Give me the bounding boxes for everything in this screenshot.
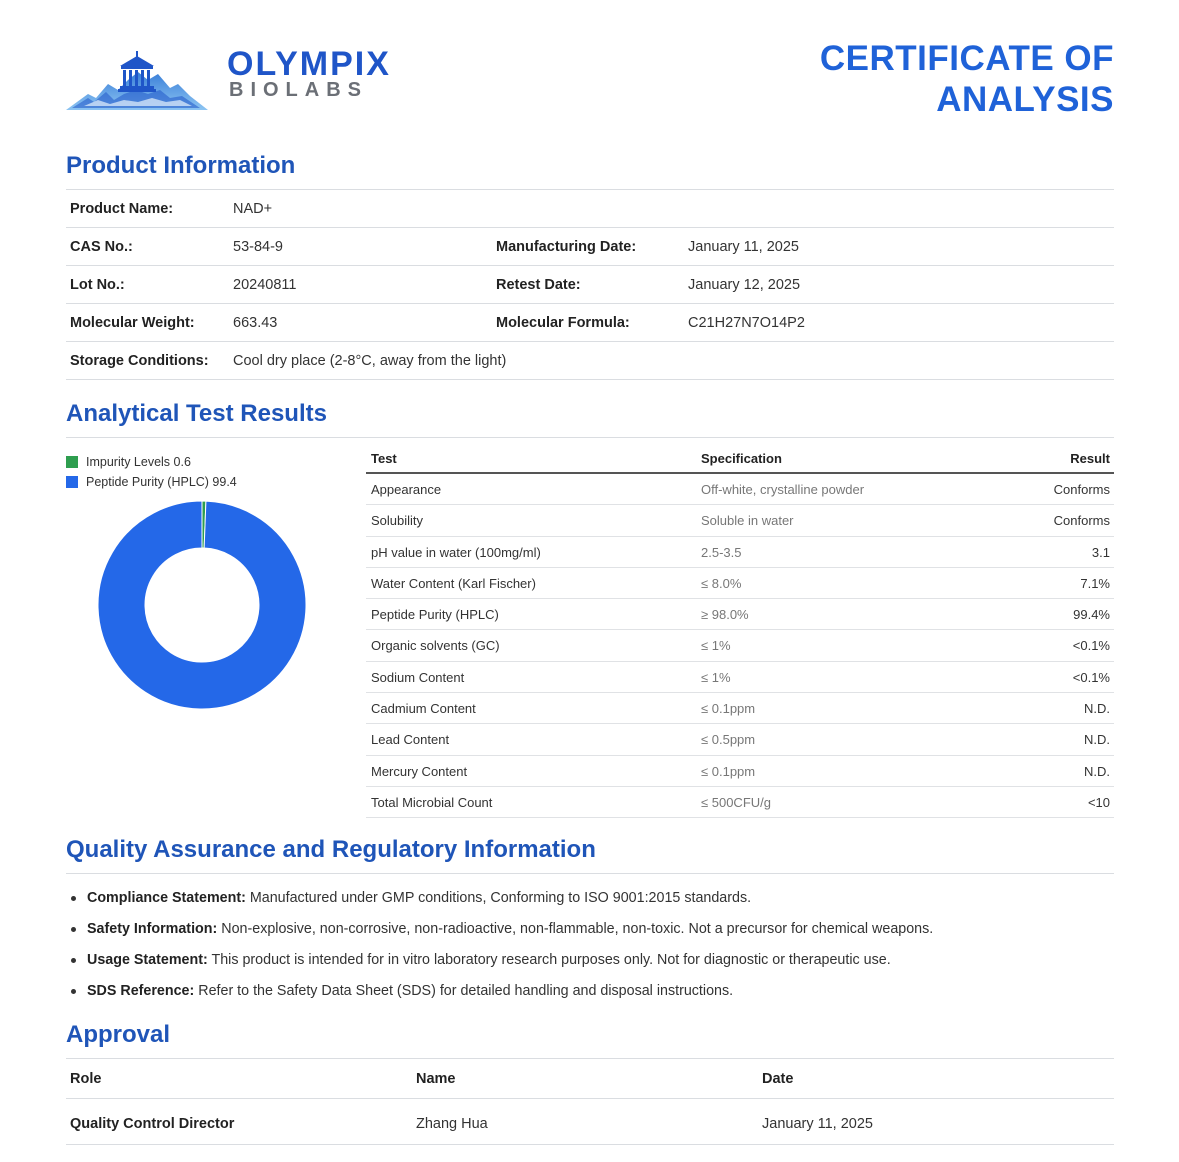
- info-row-cas: [66, 228, 1114, 266]
- qa-item-label: Usage Statement:: [87, 952, 208, 968]
- molecular-weight-label: Molecular Weight:: [70, 315, 195, 331]
- test-result: <0.1%: [1072, 638, 1110, 654]
- column-header-role: Role: [70, 1071, 102, 1087]
- qa-item-safety: [66, 914, 1114, 945]
- section-divider: [66, 437, 1114, 438]
- legend-item: [66, 452, 237, 472]
- qa-item-label: Compliance Statement:: [87, 890, 246, 906]
- test-table-row: [366, 599, 1114, 630]
- test-result: 7.1%: [1080, 575, 1110, 591]
- test-specification: ≥ 98.0%: [701, 607, 749, 623]
- certificate-page: [66, 0, 1114, 1162]
- test-name: pH value in water (100mg/ml): [371, 544, 541, 560]
- column-header-test: Test: [371, 451, 397, 466]
- product-name-label: Product Name:: [70, 201, 174, 217]
- info-row-molecular-weight: [66, 304, 1114, 342]
- test-specification: ≤ 500CFU/g: [701, 794, 771, 810]
- document-title: [820, 38, 1114, 120]
- bullet-icon: [71, 927, 76, 932]
- test-specification: ≤ 1%: [701, 669, 731, 685]
- approval-table-header: [66, 1059, 1114, 1099]
- test-table-row: [366, 630, 1114, 661]
- chart-legend: [66, 452, 237, 492]
- test-name: Total Microbial Count: [371, 794, 493, 810]
- test-result: <10: [1087, 794, 1110, 810]
- mountain-temple-logo-icon: [66, 50, 208, 112]
- legend-item: [66, 472, 237, 492]
- test-name: Peptide Purity (HPLC): [371, 607, 499, 623]
- donut-slice-purity: [98, 501, 306, 709]
- test-specification: ≤ 0.5ppm: [701, 732, 756, 748]
- qa-item-usage: [66, 945, 1114, 976]
- manufacturing-date-label: Manufacturing Date:: [496, 239, 637, 255]
- test-table-row: [366, 724, 1114, 755]
- test-name: Sodium Content: [371, 669, 465, 685]
- approval-date: January 11, 2025: [762, 1116, 873, 1132]
- info-row-lot: [66, 266, 1114, 304]
- analytical-results-heading: Analytical Test Results: [66, 400, 327, 427]
- qa-item-label: SDS Reference:: [87, 983, 195, 999]
- test-table-row: [366, 537, 1114, 568]
- test-name: Water Content (Karl Fischer): [371, 575, 536, 591]
- test-specification: 2.5-3.5: [701, 544, 742, 560]
- test-result: 3.1: [1091, 544, 1110, 560]
- test-result: Conforms: [1053, 482, 1110, 497]
- test-specification: ≤ 0.1ppm: [701, 701, 756, 717]
- test-specification: ≤ 8.0%: [701, 575, 742, 591]
- brand-wordmark: [227, 46, 391, 100]
- bullet-icon: [71, 989, 76, 994]
- test-table-row: [366, 787, 1114, 818]
- qa-item-text: Non-explosive, non-corrosive, non-radioactive, non-flammable, non-toxic. Not a precursor for chemical weapons.: [217, 921, 934, 937]
- test-result: 99.4%: [1073, 607, 1110, 623]
- legend-label-purity: Peptide Purity (HPLC) 99.4: [86, 475, 237, 489]
- manufacturing-date-value: January 11, 2025: [688, 239, 799, 255]
- qa-list: [66, 883, 1114, 1007]
- document-title-line-1: CERTIFICATE OF: [819, 39, 1114, 78]
- legend-label-impurity: Impurity Levels 0.6: [86, 455, 191, 469]
- test-table-body: [366, 474, 1114, 818]
- document-title-line-2: ANALYSIS: [936, 80, 1114, 119]
- header: [66, 38, 1114, 118]
- qa-item-compliance: [66, 883, 1114, 914]
- cas-value: 53-84-9: [233, 239, 283, 255]
- test-table-row: [366, 568, 1114, 599]
- test-table-header: [366, 443, 1114, 474]
- approval-name: Zhang Hua: [416, 1116, 488, 1132]
- product-name-value: NAD+: [233, 201, 273, 217]
- test-table-row: [366, 474, 1114, 505]
- lot-value: 20240811: [233, 277, 297, 293]
- test-result: <0.1%: [1072, 669, 1110, 685]
- test-table-row: [366, 693, 1114, 724]
- test-name: Appearance: [371, 482, 442, 497]
- test-result: N.D.: [1084, 763, 1110, 779]
- test-name: Organic solvents (GC): [371, 638, 500, 654]
- brand-name: OLYMPIX: [227, 45, 391, 83]
- column-header-specification: Specification: [701, 451, 782, 466]
- storage-conditions-value: Cool dry place (2-8°C, away from the light): [233, 353, 507, 369]
- test-table-row: [366, 505, 1114, 536]
- test-specification: Soluble in water: [701, 513, 794, 529]
- info-row-storage: [66, 342, 1114, 380]
- qa-item-sds: [66, 976, 1114, 1007]
- retest-date-value: January 12, 2025: [688, 277, 801, 293]
- test-name: Mercury Content: [371, 763, 468, 779]
- test-table-row: [366, 756, 1114, 787]
- storage-conditions-label: Storage Conditions:: [70, 353, 209, 369]
- molecular-weight-value: 663.43: [233, 315, 278, 331]
- lot-label: Lot No.:: [70, 277, 125, 293]
- legend-swatch-impurity: [66, 456, 78, 468]
- test-result: N.D.: [1084, 701, 1110, 717]
- qa-heading: Quality Assurance and Regulatory Information: [66, 836, 596, 863]
- section-divider: [66, 873, 1114, 874]
- legend-swatch-purity: [66, 476, 78, 488]
- column-header-result: Result: [1070, 451, 1110, 466]
- test-table-row: [366, 662, 1114, 693]
- test-result: Conforms: [1053, 513, 1110, 529]
- qa-item-text: Refer to the Safety Data Sheet (SDS) for detailed handling and disposal instructions.: [194, 983, 734, 999]
- qa-item-text: This product is intended for in vitro laboratory research purposes only. Not for diagnostic or therapeutic use.: [207, 952, 891, 968]
- test-result: N.D.: [1084, 732, 1110, 748]
- approval-row: [66, 1099, 1114, 1145]
- purity-donut-chart: [97, 500, 307, 710]
- test-name: Cadmium Content: [371, 701, 476, 717]
- approval-heading: Approval: [66, 1021, 171, 1048]
- bullet-icon: [71, 896, 76, 901]
- molecular-formula-label: Molecular Formula:: [496, 315, 630, 331]
- column-header-name: Name: [416, 1071, 456, 1087]
- product-information-heading: Product Information: [66, 152, 296, 179]
- test-specification: ≤ 0.1ppm: [701, 763, 756, 779]
- molecular-formula-value: C21H27N7O14P2: [688, 315, 805, 331]
- approval-role: Quality Control Director: [70, 1116, 235, 1132]
- brand-subtitle: BIOLABS: [229, 79, 368, 101]
- bullet-icon: [71, 958, 76, 963]
- qa-item-label: Safety Information:: [87, 921, 218, 937]
- column-header-date: Date: [762, 1071, 794, 1087]
- test-name: Lead Content: [371, 732, 450, 748]
- test-specification: ≤ 1%: [701, 638, 731, 654]
- retest-date-label: Retest Date:: [496, 277, 581, 293]
- analytical-test-table: [366, 443, 1114, 818]
- qa-item-text: Manufactured under GMP conditions, Conforming to ISO 9001:2015 standards.: [245, 890, 752, 906]
- info-row-product-name: [66, 190, 1114, 228]
- cas-label: CAS No.:: [70, 239, 133, 255]
- test-specification: Off-white, crystalline powder: [701, 482, 865, 497]
- test-name: Solubility: [371, 513, 424, 529]
